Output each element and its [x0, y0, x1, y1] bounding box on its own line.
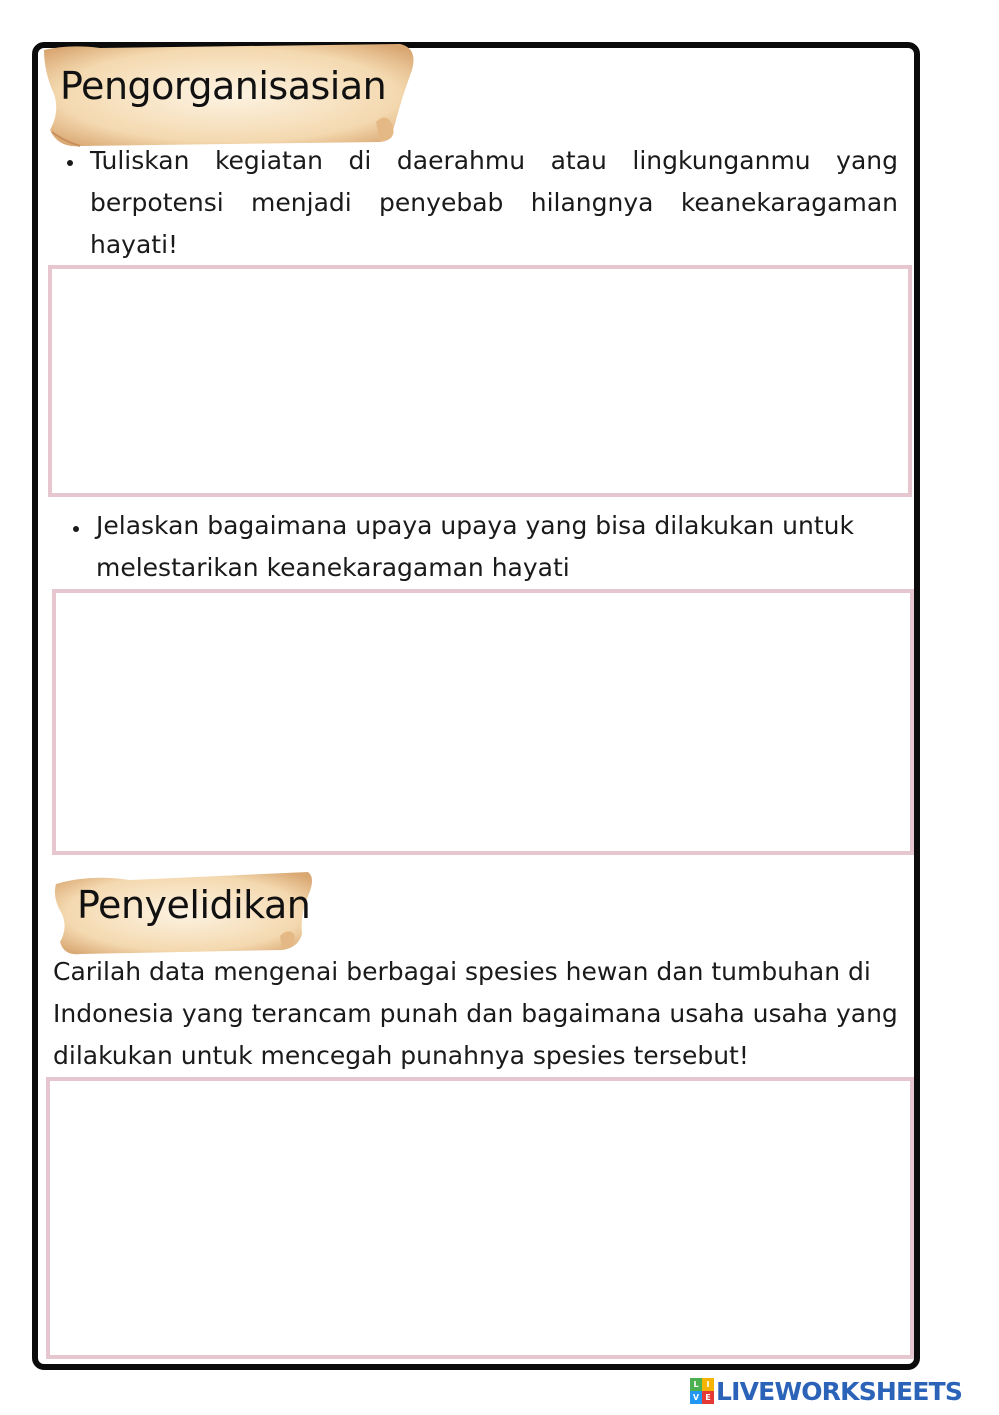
brand-name: LIVEWORKSHEETS	[716, 1376, 963, 1406]
answer-box-2[interactable]	[52, 589, 914, 855]
instruction-text: Carilah data mengenai berbagai spesies hewan dan tumbuhan di Indonesia yang terancam punah dan bagaimana usaha usaha yang dilakukan untuk mencegah punahnya spesies tersebut!	[53, 957, 898, 1070]
answer-box-3[interactable]	[46, 1077, 914, 1359]
section-heading-penyelidikan: Penyelidikan	[77, 883, 311, 927]
bullet-point	[67, 160, 73, 166]
answer-box-1[interactable]	[48, 265, 912, 497]
question-1-text: Tuliskan kegiatan di daerahmu atau lingkunganmu yang berpotensi menjadi penyebab hilangnya keanekaragaman hayati!	[90, 146, 898, 259]
bullet-point	[73, 526, 79, 532]
liveworksheets-logo-icon: L I V E	[690, 1378, 714, 1404]
liveworksheets-brand	[690, 1372, 962, 1410]
question-2-text: Jelaskan bagaimana upaya upaya yang bisa dilakukan untuk melestarikan keanekaragaman hayati	[96, 511, 854, 582]
section-heading-pengorganisasian: Pengorganisasian	[60, 64, 387, 108]
